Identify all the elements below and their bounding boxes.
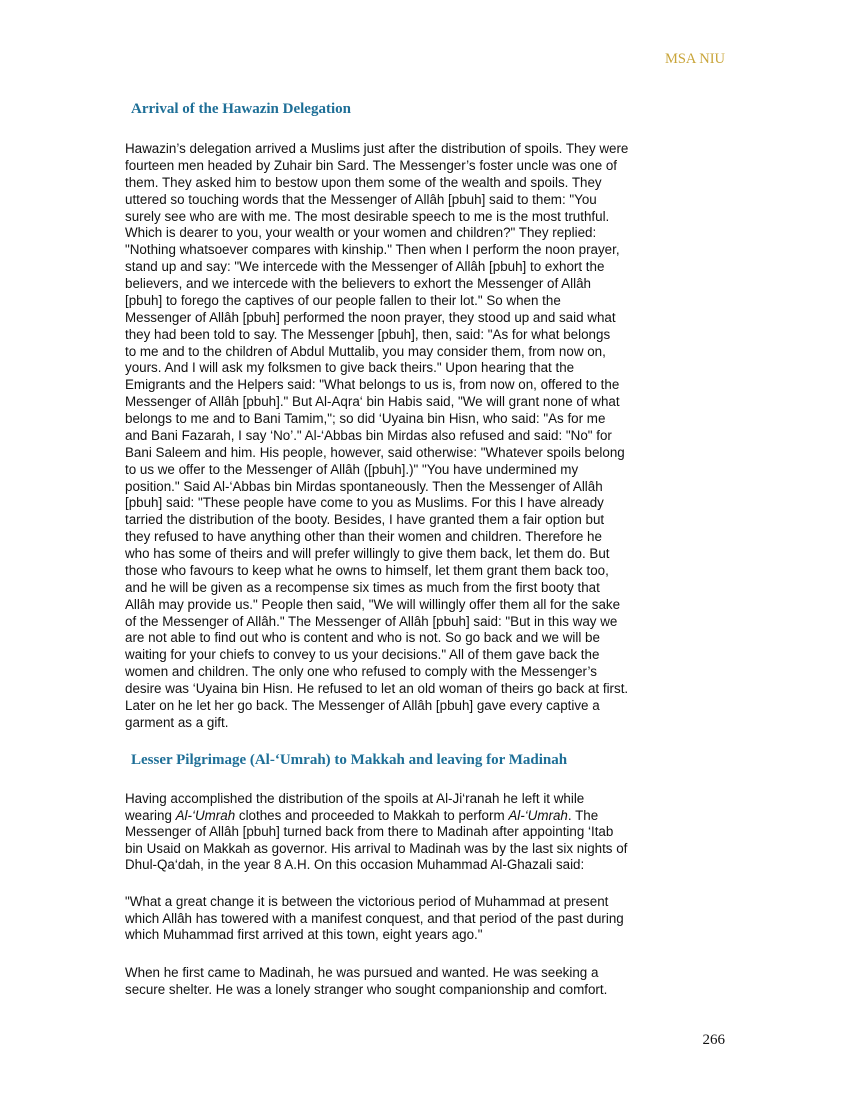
section-heading: Arrival of the Hawazin Delegation [131,101,351,117]
text-line [125,293,735,310]
text-segment: garment as a gift. [125,714,229,730]
text-segment: to us we offer to the Messenger of Allâh ([pbuh].)" "You have undermined my [125,461,579,477]
text-line [125,158,735,175]
text-line [125,344,735,361]
text-segment: Later on he let her go back. The Messenger of Allâh [pbuh] gave every captive a [125,697,600,713]
text-segment: "What a great change it is between the victorious period of Muhammad at present [125,894,609,909]
text-segment: to me and to the children of Abdul Muttalib, you may consider them, from now on, [125,343,606,359]
text-line [125,479,735,496]
text-segment: they had been told to say. The Messenger [pbuh], then, said: "As for what belongs [125,326,611,342]
text-segment: clothes and proceeded to Makkah to perform [235,807,509,823]
text-line [125,857,735,874]
text-segment: who has some of theirs and will prefer willingly to give them back, let them do. But [125,546,610,561]
text-line [125,982,735,999]
text-segment: stand up and say: "We intercede with the Messenger of Allâh [pbuh] to exhort the [125,259,605,275]
text-segment: Hawazin’s delegation arrived a Muslims just after the distribution of spoils. They were [125,141,629,156]
text-segment: wearing [125,807,176,823]
text-segment: Messenger of Allâh [pbuh] performed the noon prayer, they stood up and said what [125,309,616,325]
text-line [125,664,735,681]
text-segment: Having accomplished the distribution of the spoils at Al-Ji‘ranah he left it while [125,791,585,806]
text-segment: waiting for your chiefs to convey to us your decisions." All of them gave back the [125,647,600,663]
text-line [125,209,735,226]
text-segment: . The [567,807,599,823]
text-segment: Allâh may provide us." People then said, "We will willingly offer them all for the sake [125,596,621,612]
text-line [125,597,735,614]
text-segment: fourteen men headed by Zuhair bin Sard. The Messenger’s foster uncle was one of [125,157,618,173]
paragraph [125,141,735,732]
text-line [125,824,735,841]
text-line [125,791,735,808]
text-segment: bin Usaid on Makkah as governor. His arrival to Madinah was by the last six nights of [125,840,628,856]
text-line [125,242,735,259]
text-segment: Which is dearer to you, your wealth or your women and children?" They replied: [125,225,597,241]
text-segment: secure shelter. He was a lonely stranger who sought companionship and comfort. [125,981,608,997]
text-line [125,225,735,242]
text-segment: belongs to me and to Bani Tamim,"; so did ‘Uyaina bin Hisn, who said: "As for me [125,411,606,426]
text-segment: Dhul-Qa‘dah, in the year 8 A.H. On this occasion Muhammad Al-Ghazali said: [125,857,585,873]
text-line [125,175,735,192]
text-line [125,411,735,428]
text-line [125,614,735,631]
text-line [125,715,735,732]
text-line [125,192,735,209]
text-line [125,808,735,825]
paragraph [125,791,735,874]
text-line [125,377,735,394]
text-segment: and he will be given as a recompense six times as much from the first booty that [125,579,600,595]
text-line [125,310,735,327]
text-segment: which Allâh has towered with a manifest conquest, and that period of the past during [125,910,624,926]
text-line [125,630,735,647]
text-segment: position." Said Al-‘Abbas bin Mirdas spontaneously. Then the Messenger of Allâh [125,478,603,494]
paragraph [125,965,735,998]
text-segment: of the Messenger of Allâh." The Messenger of Allâh [pbuh] said: "But in this way we [125,613,618,629]
text-line [125,141,735,158]
text-segment: tarried the distribution of the booty. Besides, I have granted them a fair option but [125,512,605,528]
text-line [125,911,735,928]
text-line [125,327,735,344]
text-line [125,495,735,512]
text-line [125,462,735,479]
text-segment: are not able to find out who is content and who is not. So go back and we will be [125,630,600,646]
text-segment: Messenger of Allâh [pbuh]." But Al-Aqra‘ bin Habis said, "We will grant none of what [125,394,620,410]
text-segment: they refused to have anything other than their women and children. Therefore he [125,529,602,545]
text-segment: desire was ‘Uyaina bin Hisn. He refused to let an old woman of theirs go back at first. [125,681,629,696]
text-line [125,894,735,911]
paragraph [125,894,735,944]
text-segment: believers, and we intercede with the believers to exhort the Messenger of Allâh [125,276,591,291]
text-segment: them. They asked him to bestow upon them some of the wealth and spoils. They [125,174,602,190]
text-line [125,529,735,546]
text-segment: and Bani Fazarah, I say ‘No’." Al-‘Abbas bin Mirdas also refused and said: "No" for [125,427,612,443]
text-segment: Bani Saleem and him. His people, however, said otherwise: "Whatever spoils belong [125,444,625,460]
text-line [125,647,735,664]
text-line [125,841,735,858]
text-segment: which Muhammad first arrived at this town, eight years ago." [125,927,483,943]
text-segment: Emigrants and the Helpers said: "What belongs to us is, from now on, offered to the [125,377,620,393]
text-line [125,546,735,563]
text-line [125,445,735,462]
page-number: 266 [702,1032,725,1048]
text-line [125,428,735,445]
text-segment: women and children. The only one who refused to comply with the Messenger’s [125,664,597,680]
text-line [125,965,735,982]
text-line [125,698,735,715]
text-line [125,276,735,293]
text-line [125,394,735,411]
text-line [125,259,735,276]
text-line [125,360,735,377]
text-line [125,927,735,944]
italic-term: Al-‘Umrah [175,807,236,823]
text-segment: [pbuh] to forego the captives of our people fallen to their lot." So when the [125,292,561,308]
text-segment: yours. And I will ask my folksmen to give back theirs." Upon hearing that the [125,360,575,376]
text-segment: Messenger of Allâh [pbuh] turned back from there to Madinah after appointing ‘Itab [125,824,614,840]
text-segment: "Nothing whatsoever compares with kinship." Then when I perform the noon prayer, [125,242,620,258]
text-line [125,681,735,698]
text-segment: [pbuh] said: "These people have come to you as Muslims. For this I have already [125,495,604,511]
text-line [125,512,735,529]
section-heading: Lesser Pilgrimage (Al-‘Umrah) to Makkah and leaving for Madinah [131,752,568,768]
text-segment: surely see who are with me. The most desirable speech to me is the most truthful. [125,208,610,224]
running-header: MSA NIU [664,51,725,67]
text-segment: those who favours to keep what he owns to himself, let them grant them back too, [125,562,609,578]
text-line [125,580,735,597]
text-line [125,563,735,580]
text-segment: uttered so touching words that the Messenger of Allâh [pbuh] said to them: "You [125,191,597,207]
text-segment: When he first came to Madinah, he was pursued and wanted. He was seeking a [125,965,599,980]
italic-term: Al-‘Umrah [508,807,568,823]
